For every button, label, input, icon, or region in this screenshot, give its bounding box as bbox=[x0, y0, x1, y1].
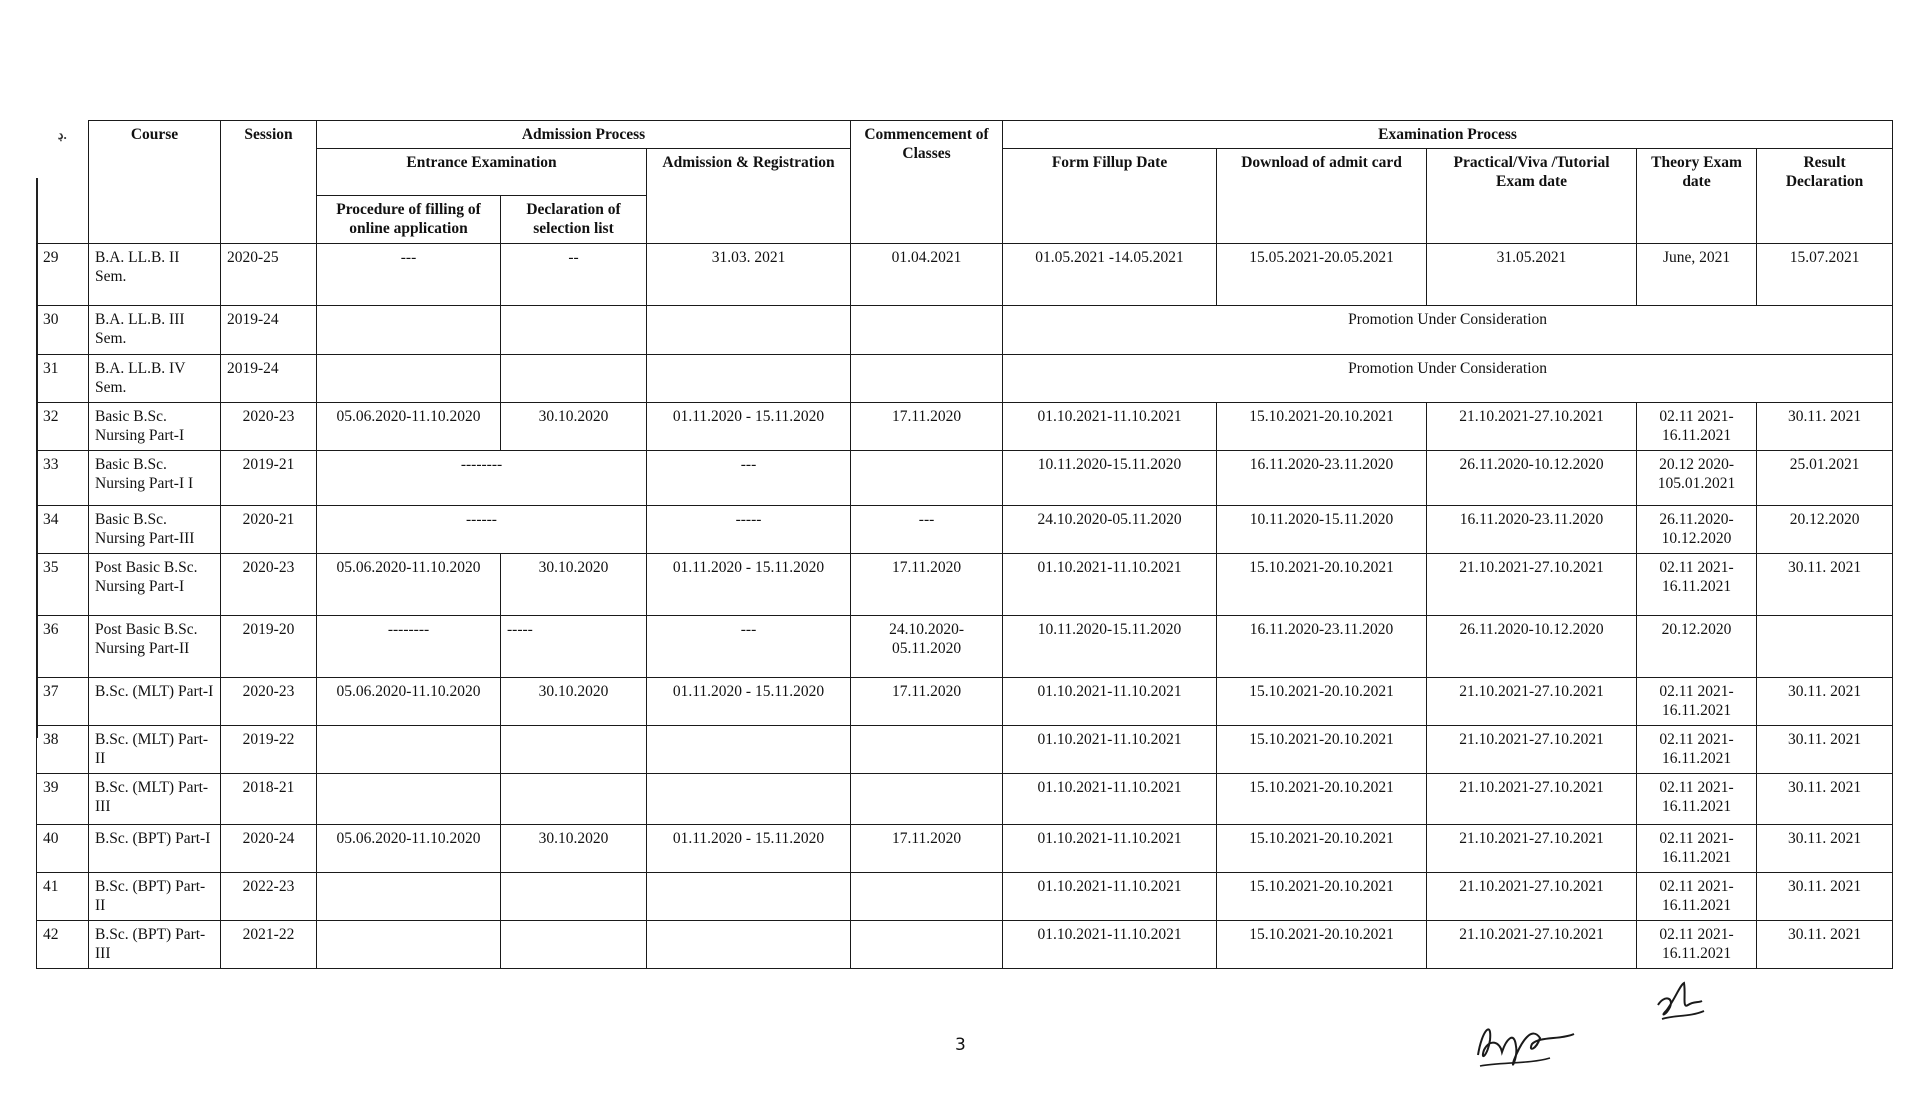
form-fillup-cell: 01.10.2021-11.10.2021 bbox=[1003, 403, 1217, 451]
course-cell: B.Sc. (MLT) Part-III bbox=[89, 774, 221, 825]
table-row bbox=[37, 921, 1893, 969]
commencement-cell: 24.10.2020-05.11.2020 bbox=[851, 616, 1003, 678]
admit-card-cell: 15.10.2021-20.10.2021 bbox=[1217, 403, 1427, 451]
course-cell: B.Sc. (BPT) Part-I bbox=[89, 825, 221, 873]
admit-card-cell: 15.10.2021-20.10.2021 bbox=[1217, 921, 1427, 969]
course-cell: B.A. LL.B. IV Sem. bbox=[89, 355, 221, 403]
theory-cell: June, 2021 bbox=[1637, 244, 1757, 306]
theory-cell: 02.11 2021-16.11.2021 bbox=[1637, 825, 1757, 873]
commencement-cell bbox=[851, 921, 1003, 969]
session-cell: 2019-24 bbox=[221, 355, 317, 403]
course-header: Course bbox=[89, 121, 221, 244]
procedure-cell bbox=[317, 774, 501, 825]
admit-card-cell: 15.05.2021-20.05.2021 bbox=[1217, 244, 1427, 306]
declaration-cell bbox=[501, 306, 647, 355]
practical-cell: 21.10.2021-27.10.2021 bbox=[1427, 678, 1637, 726]
admit-card-cell: 16.11.2020-23.11.2020 bbox=[1217, 616, 1427, 678]
practical-cell: 21.10.2021-27.10.2021 bbox=[1427, 774, 1637, 825]
commencement-cell: 17.11.2020 bbox=[851, 678, 1003, 726]
commencement-cell bbox=[851, 726, 1003, 774]
table-row bbox=[37, 825, 1893, 873]
admission-cell: 01.11.2020 - 15.11.2020 bbox=[647, 678, 851, 726]
course-cell: Post Basic B.Sc. Nursing Part-I bbox=[89, 554, 221, 616]
procedure-online-header: Procedure of filling of online application bbox=[317, 196, 501, 244]
admission-cell bbox=[647, 873, 851, 921]
table-row bbox=[37, 873, 1893, 921]
theory-cell: 20.12 2020-105.01.2021 bbox=[1637, 451, 1757, 506]
commencement-cell bbox=[851, 451, 1003, 506]
procedure-cell bbox=[317, 921, 501, 969]
session-cell: 2019-24 bbox=[221, 306, 317, 355]
form-fillup-cell: 01.10.2021-11.10.2021 bbox=[1003, 921, 1217, 969]
row-number: 34 bbox=[37, 506, 89, 554]
table-row bbox=[37, 616, 1893, 678]
course-cell: B.Sc. (MLT) Part-II bbox=[89, 726, 221, 774]
signature-mark bbox=[1470, 1000, 1580, 1080]
admit-card-cell: 16.11.2020-23.11.2020 bbox=[1217, 451, 1427, 506]
theory-cell: 02.11 2021-16.11.2021 bbox=[1637, 678, 1757, 726]
session-cell: 2019-21 bbox=[221, 451, 317, 506]
practical-header: Practical/Viva /Tutorial Exam date bbox=[1427, 149, 1637, 244]
session-cell: 2020-23 bbox=[221, 554, 317, 616]
row-number: 36 bbox=[37, 616, 89, 678]
commencement-cell bbox=[851, 873, 1003, 921]
form-fillup-cell: 01.10.2021-11.10.2021 bbox=[1003, 726, 1217, 774]
row-number: 38 bbox=[37, 726, 89, 774]
table-row bbox=[37, 554, 1893, 616]
result-cell: 30.11. 2021 bbox=[1757, 554, 1893, 616]
table-row bbox=[37, 244, 1893, 306]
session-cell: 2019-22 bbox=[221, 726, 317, 774]
entrance-examination-header: Entrance Examination bbox=[317, 149, 647, 196]
theory-cell: 02.11 2021-16.11.2021 bbox=[1637, 921, 1757, 969]
practical-cell: 21.10.2021-27.10.2021 bbox=[1427, 825, 1637, 873]
course-cell: B.Sc. (BPT) Part-II bbox=[89, 873, 221, 921]
form-fillup-header: Form Fillup Date bbox=[1003, 149, 1217, 244]
form-fillup-cell: 01.10.2021-11.10.2021 bbox=[1003, 825, 1217, 873]
declaration-cell bbox=[501, 921, 647, 969]
session-cell: 2021-22 bbox=[221, 921, 317, 969]
admission-cell: 01.11.2020 - 15.11.2020 bbox=[647, 554, 851, 616]
session-cell: 2020-24 bbox=[221, 825, 317, 873]
row-number: 37 bbox=[37, 678, 89, 726]
admission-cell: --- bbox=[647, 616, 851, 678]
declaration-cell: 30.10.2020 bbox=[501, 825, 647, 873]
form-fillup-cell: 24.10.2020-05.11.2020 bbox=[1003, 506, 1217, 554]
admit-card-cell: 15.10.2021-20.10.2021 bbox=[1217, 774, 1427, 825]
table-row bbox=[37, 678, 1893, 726]
admit-card-cell: 15.10.2021-20.10.2021 bbox=[1217, 726, 1427, 774]
row-number: 39 bbox=[37, 774, 89, 825]
admission-cell: 01.11.2020 - 15.11.2020 bbox=[647, 825, 851, 873]
course-cell: B.Sc. (MLT) Part-I bbox=[89, 678, 221, 726]
initials-mark bbox=[1650, 975, 1710, 1030]
result-cell: 30.11. 2021 bbox=[1757, 774, 1893, 825]
table-row bbox=[37, 355, 1893, 403]
theory-cell: 02.11 2021-16.11.2021 bbox=[1637, 403, 1757, 451]
procedure-cell: -------- bbox=[317, 616, 501, 678]
admission-cell: ----- bbox=[647, 506, 851, 554]
commencement-cell: 17.11.2020 bbox=[851, 825, 1003, 873]
declaration-cell: -- bbox=[501, 244, 647, 306]
result-cell: 20.12.2020 bbox=[1757, 506, 1893, 554]
declaration-cell bbox=[501, 355, 647, 403]
practical-cell: 21.10.2021-27.10.2021 bbox=[1427, 873, 1637, 921]
result-header: Result Declaration bbox=[1757, 149, 1893, 244]
form-fillup-cell: 01.10.2021-11.10.2021 bbox=[1003, 873, 1217, 921]
form-fillup-cell: 01.10.2021-11.10.2021 bbox=[1003, 678, 1217, 726]
session-cell: 2020-21 bbox=[221, 506, 317, 554]
commencement-cell bbox=[851, 774, 1003, 825]
form-fillup-cell: 01.05.2021 -14.05.2021 bbox=[1003, 244, 1217, 306]
schedule-sheet bbox=[36, 120, 1892, 969]
session-cell: 2022-23 bbox=[221, 873, 317, 921]
course-cell: B.A. LL.B. II Sem. bbox=[89, 244, 221, 306]
promotion-note: Promotion Under Consideration bbox=[1003, 306, 1893, 355]
row-number: 40 bbox=[37, 825, 89, 873]
table-row bbox=[37, 306, 1893, 355]
result-cell: 25.01.2021 bbox=[1757, 451, 1893, 506]
theory-cell: 02.11 2021-16.11.2021 bbox=[1637, 774, 1757, 825]
result-cell: 30.11. 2021 bbox=[1757, 873, 1893, 921]
result-cell: 30.11. 2021 bbox=[1757, 921, 1893, 969]
course-cell: Basic B.Sc. Nursing Part-III bbox=[89, 506, 221, 554]
theory-cell: 02.11 2021-16.11.2021 bbox=[1637, 726, 1757, 774]
table-row bbox=[37, 506, 1893, 554]
admit-card-cell: 15.10.2021-20.10.2021 bbox=[1217, 825, 1427, 873]
commencement-cell: 17.11.2020 bbox=[851, 554, 1003, 616]
admission-registration-header: Admission & Registration bbox=[647, 149, 851, 244]
commencement-cell: 17.11.2020 bbox=[851, 403, 1003, 451]
theory-cell: 26.11.2020-10.12.2020 bbox=[1637, 506, 1757, 554]
declaration-selection-header: Declaration of selection list bbox=[501, 196, 647, 244]
declaration-cell: 30.10.2020 bbox=[501, 403, 647, 451]
procedure-cell bbox=[317, 306, 501, 355]
page-number: 3 bbox=[955, 1035, 966, 1055]
procedure-cell: 05.06.2020-11.10.2020 bbox=[317, 403, 501, 451]
admission-cell bbox=[647, 921, 851, 969]
admission-cell: 31.03. 2021 bbox=[647, 244, 851, 306]
theory-cell: 02.11 2021-16.11.2021 bbox=[1637, 554, 1757, 616]
procedure-cell: --- bbox=[317, 244, 501, 306]
row-number: 33 bbox=[37, 451, 89, 506]
procedure-cell: 05.06.2020-11.10.2020 bbox=[317, 554, 501, 616]
procedure-cell bbox=[317, 873, 501, 921]
row-number: 41 bbox=[37, 873, 89, 921]
practical-cell: 16.11.2020-23.11.2020 bbox=[1427, 506, 1637, 554]
session-cell: 2020-25 bbox=[221, 244, 317, 306]
admit-card-cell: 15.10.2021-20.10.2021 bbox=[1217, 678, 1427, 726]
form-fillup-cell: 10.11.2020-15.11.2020 bbox=[1003, 451, 1217, 506]
practical-cell: 26.11.2020-10.12.2020 bbox=[1427, 451, 1637, 506]
table-row bbox=[37, 403, 1893, 451]
session-cell: 2018-21 bbox=[221, 774, 317, 825]
declaration-cell: ----- bbox=[501, 616, 647, 678]
entrance-cell: ------ bbox=[317, 506, 647, 554]
procedure-cell bbox=[317, 726, 501, 774]
procedure-cell: 05.06.2020-11.10.2020 bbox=[317, 825, 501, 873]
admit-card-cell: 10.11.2020-15.11.2020 bbox=[1217, 506, 1427, 554]
result-cell: 30.11. 2021 bbox=[1757, 825, 1893, 873]
form-fillup-cell: 01.10.2021-11.10.2021 bbox=[1003, 554, 1217, 616]
admission-process-header: Admission Process bbox=[317, 121, 851, 149]
form-fillup-cell: 01.10.2021-11.10.2021 bbox=[1003, 774, 1217, 825]
row-number: 32 bbox=[37, 403, 89, 451]
theory-cell: 20.12.2020 bbox=[1637, 616, 1757, 678]
session-cell: 2020-23 bbox=[221, 403, 317, 451]
procedure-cell bbox=[317, 355, 501, 403]
form-fillup-cell: 10.11.2020-15.11.2020 bbox=[1003, 616, 1217, 678]
commencement-cell: 01.04.2021 bbox=[851, 244, 1003, 306]
procedure-cell: 05.06.2020-11.10.2020 bbox=[317, 678, 501, 726]
declaration-cell bbox=[501, 873, 647, 921]
course-cell: B.Sc. (BPT) Part-III bbox=[89, 921, 221, 969]
serial-mark: ڊ. bbox=[57, 126, 67, 142]
admit-card-cell: 15.10.2021-20.10.2021 bbox=[1217, 873, 1427, 921]
row-number: 42 bbox=[37, 921, 89, 969]
course-cell: Post Basic B.Sc. Nursing Part-II bbox=[89, 616, 221, 678]
admission-cell bbox=[647, 306, 851, 355]
admission-cell bbox=[647, 355, 851, 403]
row-number: 29 bbox=[37, 244, 89, 306]
commencement-cell: --- bbox=[851, 506, 1003, 554]
result-cell: 15.07.2021 bbox=[1757, 244, 1893, 306]
session-header: Session bbox=[221, 121, 317, 244]
commencement-cell bbox=[851, 306, 1003, 355]
theory-header: Theory Exam date bbox=[1637, 149, 1757, 244]
row-number: 35 bbox=[37, 554, 89, 616]
admission-cell: --- bbox=[647, 451, 851, 506]
theory-cell: 02.11 2021-16.11.2021 bbox=[1637, 873, 1757, 921]
practical-cell: 31.05.2021 bbox=[1427, 244, 1637, 306]
admission-cell: 01.11.2020 - 15.11.2020 bbox=[647, 403, 851, 451]
admission-cell bbox=[647, 774, 851, 825]
admit-card-cell: 15.10.2021-20.10.2021 bbox=[1217, 554, 1427, 616]
session-cell: 2019-20 bbox=[221, 616, 317, 678]
result-cell: 30.11. 2021 bbox=[1757, 726, 1893, 774]
practical-cell: 26.11.2020-10.12.2020 bbox=[1427, 616, 1637, 678]
row-number: 30 bbox=[37, 306, 89, 355]
course-cell: B.A. LL.B. III Sem. bbox=[89, 306, 221, 355]
course-cell: Basic B.Sc. Nursing Part-I I bbox=[89, 451, 221, 506]
table-row bbox=[37, 726, 1893, 774]
table-row bbox=[37, 774, 1893, 825]
result-cell: 30.11. 2021 bbox=[1757, 678, 1893, 726]
session-cell: 2020-23 bbox=[221, 678, 317, 726]
practical-cell: 21.10.2021-27.10.2021 bbox=[1427, 726, 1637, 774]
practical-cell: 21.10.2021-27.10.2021 bbox=[1427, 403, 1637, 451]
course-cell: Basic B.Sc. Nursing Part-I bbox=[89, 403, 221, 451]
promotion-note: Promotion Under Consideration bbox=[1003, 355, 1893, 403]
table-row bbox=[37, 451, 1893, 506]
result-cell: 30.11. 2021 bbox=[1757, 403, 1893, 451]
entrance-cell: -------- bbox=[317, 451, 647, 506]
declaration-cell: 30.10.2020 bbox=[501, 554, 647, 616]
result-cell bbox=[1757, 616, 1893, 678]
declaration-cell bbox=[501, 774, 647, 825]
commencement-header: Commencement of Classes bbox=[851, 121, 1003, 244]
declaration-cell bbox=[501, 726, 647, 774]
row-number: 31 bbox=[37, 355, 89, 403]
practical-cell: 21.10.2021-27.10.2021 bbox=[1427, 921, 1637, 969]
admit-card-header: Download of admit card bbox=[1217, 149, 1427, 244]
schedule-table bbox=[36, 120, 1893, 969]
declaration-cell: 30.10.2020 bbox=[501, 678, 647, 726]
admission-cell bbox=[647, 726, 851, 774]
examination-process-header: Examination Process bbox=[1003, 121, 1893, 149]
commencement-cell bbox=[851, 355, 1003, 403]
practical-cell: 21.10.2021-27.10.2021 bbox=[1427, 554, 1637, 616]
serial-header bbox=[37, 121, 89, 244]
